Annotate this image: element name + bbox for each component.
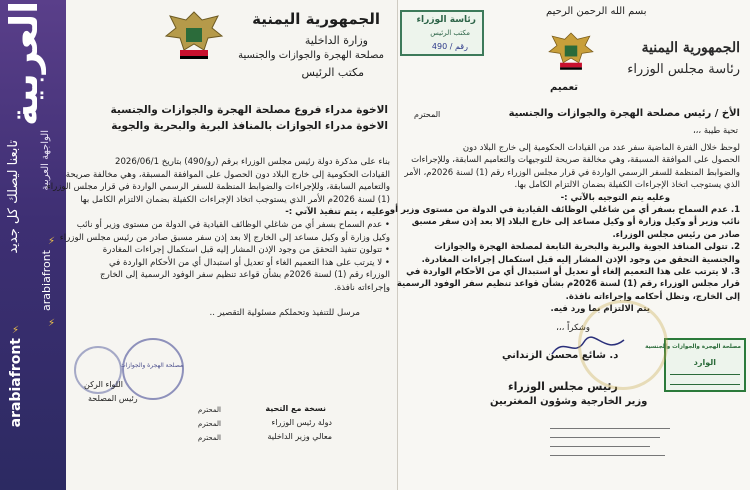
left-body-line: • لا يترتب على هذا التعميم الغاء أو تعديل أو استبدال أي من الأحكام الواردة في bbox=[109, 257, 390, 268]
incoming-stamp-line2: الوارد bbox=[693, 358, 716, 367]
footnote-lines bbox=[550, 428, 680, 456]
left-cc-tag: المحترم bbox=[198, 434, 221, 442]
stamp-rule bbox=[670, 374, 740, 375]
brand-handle-top: arabiafront bbox=[40, 250, 53, 311]
signatory-title-2: وزير الخارجية وشؤون المغتربين bbox=[490, 396, 648, 407]
right-body-line: نائب وزير أو وكيل وزارة أو وكيل مساعد إلى خارج البلاد إلا بعد إذن سفر مسبق bbox=[411, 217, 740, 228]
bolt-icon: ⚡ bbox=[12, 325, 20, 336]
left-cc-item: معالي وزير الداخلية bbox=[267, 432, 332, 441]
left-body-line: وكيل وزارة أو وكيل مساعد إلى الخارج إلا بعد إذن سفر مسبق صادر من رئيس مجلس الوزراء bbox=[59, 232, 390, 243]
right-body-line: 1. عدم السماح بسفر أي من شاغلي الوظائف القيادية في الدولة من مستوى وزير أو bbox=[389, 205, 740, 216]
right-addressee-tag: المحترم bbox=[414, 110, 441, 119]
branding-strip bbox=[0, 0, 66, 490]
footnote-rule bbox=[550, 437, 660, 438]
right-country: الجمهورية اليمنية bbox=[641, 40, 740, 56]
brand-handle-bottom: arabiafront bbox=[8, 338, 24, 428]
bolt-icon: ⚡ bbox=[48, 236, 56, 247]
right-body-line: 3. لا يترتب على هذا التعميم إلغاء أو تعديل أو استبدال أي من الأحكام الواردة في bbox=[406, 267, 740, 278]
right-body-line: والضوابط المنظمة للسفر الرسمي الواردة في قرار مجلس الوزراء رقم (1) لسنة 2026م، الأمر bbox=[404, 167, 740, 178]
memo-label: تعميم bbox=[550, 82, 579, 93]
left-body-line: وعليه ، يتم تنفيذ الآتي :- bbox=[285, 207, 390, 218]
footnote-rule bbox=[550, 446, 650, 447]
right-body-line: إلى الخارج، وتظل أحكامه وإجراءاته نافذة. bbox=[565, 291, 740, 302]
signatory-name: د. شائع محسن الزنداني bbox=[502, 350, 619, 361]
footnote-rule bbox=[550, 428, 670, 429]
left-signature-title: رئيس المصلحة bbox=[88, 394, 138, 403]
signatory-title-1: رئيس مجلس الوزراء bbox=[508, 380, 618, 393]
right-body-line: قرار مجلس الوزراء رقم (1) لسنة 2026م بشأن قواعد تنظيم سفر الوفود الرسمية bbox=[396, 279, 740, 290]
left-body-line: وإجراءاته نافذة. bbox=[333, 282, 390, 293]
left-addressee-2: الاخوة مدراء الجوازات بالمنافذ البرية والبحرية والجوية bbox=[111, 120, 388, 132]
receipt-stamp-box bbox=[400, 10, 484, 56]
incoming-stamp-box bbox=[645, 338, 746, 392]
right-body-line: وشكراً ،،، bbox=[556, 322, 590, 333]
left-body-line: الوزراء رقم (1) لسنة 2026م بشأن قواعد تنظيم سفر الوفود الرسمية إلى الخارج bbox=[100, 270, 390, 281]
left-body-line: والتعاميم السابقة، وللإجراءات والضوابط المنظمة للسفر الرسمي الواردة في قرار مجلس الوزراء bbox=[46, 182, 390, 193]
stamp-rule bbox=[670, 384, 740, 385]
right-body-line: وعليه يتم التوجيه بالآتي :- bbox=[560, 192, 670, 203]
left-body-line: (1) لسنة 2026م الأمر الذي يستوجب اتخاذ الإجراءات الكفيلة بضمان الالتزام الكامل بها bbox=[80, 194, 390, 205]
yemen-eagle-emblem bbox=[162, 6, 226, 64]
yemen-eagle-emblem bbox=[546, 28, 596, 74]
left-ministry: وزارة الداخلية bbox=[304, 34, 368, 47]
left-body-line: • تتولون تنفيذ التحقق من وجود الإذن المشار إليه قبل استكمال إجراءات المغادرة bbox=[102, 245, 390, 256]
right-greeting: تحية طيبة ،،، bbox=[692, 126, 738, 136]
left-cc-tag: المحترم bbox=[198, 406, 221, 414]
left-signature-name: اللواء الركن bbox=[84, 380, 123, 389]
brand-logo-sub: الواجهة العربية bbox=[40, 130, 51, 191]
left-body-line: بناء على مذكرة دولة رئيس مجلس الوزراء برقم (رو/490) بتاريخ 2026/06/1 bbox=[114, 157, 390, 167]
left-stamp-text: مصلحة الهجرة والجوازات bbox=[120, 362, 184, 369]
left-body-line: القيادات الحكومية إلى خارج البلاد دون الحصول على الموافقة المسبقة، وهي مخالفة صريحة bbox=[65, 169, 390, 180]
right-office: رئاسة مجلس الوزراء bbox=[627, 62, 740, 77]
basmala: بسم الله الرحمن الرحيم bbox=[546, 6, 647, 17]
brand-tagline: تابعنا ليصلك كل جديد bbox=[6, 140, 21, 254]
left-addressee-1: الاخوة مدراء فروع مصلحة الهجرة والجوازات والجنسية bbox=[110, 104, 388, 116]
right-round-stamp bbox=[578, 300, 668, 390]
right-body bbox=[389, 142, 740, 334]
right-document bbox=[389, 0, 750, 490]
right-body-line: يتم الالتزام بما ورد فيه. bbox=[550, 304, 650, 315]
right-addressee: الأخ / رئيس مصلحة الهجرة والجوازات والجنسية bbox=[508, 108, 740, 119]
right-body-line: 2. تتولى المنافذ الجوية والبرية والبحرية التابعة لمصلحة الهجرة والجوازات bbox=[434, 242, 740, 253]
right-body-line: الذي يستوجب اتخاذ الإجراءات الكفيلة بضمان الالتزام الكامل بها. bbox=[514, 180, 740, 191]
incoming-stamp-line1: مصلحة الهجرة والجوازات والجنسية bbox=[645, 344, 741, 350]
left-round-stamp bbox=[122, 338, 184, 400]
left-cc-item: دولة رئيس الوزراء bbox=[271, 418, 332, 427]
receipt-stamp-sub: مكتب الرئيس bbox=[430, 29, 470, 37]
right-body-line: والجنسية التحقق من وجود الإذن المشار إليه قبل استكمال إجراءات المغادرة. bbox=[421, 254, 740, 265]
bolt-icon: ⚡ bbox=[48, 318, 56, 329]
left-cc-tag: المحترم bbox=[198, 420, 221, 428]
footnote-rule bbox=[550, 455, 665, 456]
left-authority: مصلحة الهجرة والجوازات والجنسية bbox=[238, 50, 384, 61]
right-body-line: صادر من رئيس مجلس الوزراء. bbox=[612, 229, 740, 240]
left-office: مكتب الرئيس bbox=[301, 66, 364, 79]
brand-logo: العربية bbox=[2, 0, 46, 126]
right-body-line: الحصول على الموافقة المسبقة، وهي مخالفة صريحة للتوجيهات والتعاميم السابقة، وللإجراءات bbox=[411, 155, 740, 166]
left-cc-header: نسخة مع التحية bbox=[265, 404, 326, 413]
receipt-stamp-title: رئاسة الوزراء bbox=[416, 15, 476, 25]
left-country: الجمهورية اليمنية bbox=[252, 10, 380, 28]
left-body-line: مرسل للتنفيذ وتحملكم مسئولية التقصير .. bbox=[209, 307, 360, 318]
receipt-stamp-number: رقم / 490 bbox=[431, 42, 468, 51]
right-body-line: لوحظ خلال الفترة الماضية سفر عدد من القيادات الحكومية إلى خارج البلاد دون bbox=[462, 143, 740, 153]
left-body-line: • عدم السماح بسفر أي من شاغلي الوظائف القيادية في الدولة من مستوى وزير أو نائب bbox=[76, 219, 390, 230]
